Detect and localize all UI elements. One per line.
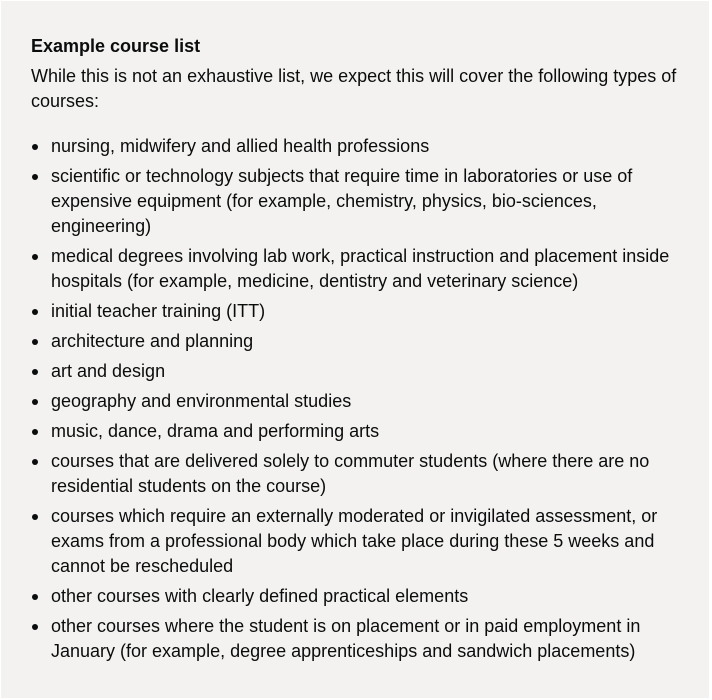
list-item	[31, 244, 681, 294]
bullet-icon	[32, 429, 38, 435]
bullet-icon	[32, 254, 38, 260]
list-item-text: courses that are delivered solely to commuter students (where there are no residential students on the course)	[51, 451, 650, 496]
panel-content	[31, 34, 681, 669]
inset-panel	[1, 1, 709, 698]
course-list	[31, 134, 681, 664]
bullet-icon	[32, 624, 38, 630]
bullet-icon	[32, 339, 38, 345]
list-item-text: scientific or technology subjects that require time in laboratories or use of expensive equipment (for example, chemistry, physics, bio-sciences, engineering)	[51, 166, 633, 236]
bullet-icon	[32, 514, 38, 520]
list-item	[31, 329, 681, 354]
list-item	[31, 359, 681, 384]
list-item	[31, 299, 681, 324]
list-item	[31, 584, 681, 609]
bullet-icon	[32, 459, 38, 465]
bullet-icon	[32, 174, 38, 180]
list-item	[31, 504, 681, 579]
list-item-text: initial teacher training (ITT)	[51, 301, 266, 321]
list-item-text: other courses where the student is on placement or in paid employment in January (for example, degree apprenticeships and sandwich placements)	[51, 616, 641, 661]
list-item	[31, 134, 681, 159]
list-item-text: medical degrees involving lab work, practical instruction and placement inside hospitals (for example, medicine, dentistry and veterinary science)	[51, 246, 670, 291]
section-heading: Example course list	[31, 36, 201, 56]
bullet-icon	[32, 594, 38, 600]
list-item-text: geography and environmental studies	[51, 391, 352, 411]
intro-text: While this is not an exhaustive list, we expect this will cover the following types of courses:	[31, 66, 677, 111]
list-item	[31, 449, 681, 499]
list-item-text: nursing, midwifery and allied health professions	[51, 136, 430, 156]
bullet-icon	[32, 309, 38, 315]
bullet-icon	[32, 144, 38, 150]
list-item-text: other courses with clearly defined practical elements	[51, 586, 469, 606]
list-item	[31, 614, 681, 664]
list-item-text: music, dance, drama and performing arts	[51, 421, 380, 441]
list-item-text: art and design	[51, 361, 166, 381]
bullet-icon	[32, 399, 38, 405]
list-item	[31, 419, 681, 444]
list-item-text: architecture and planning	[51, 331, 254, 351]
list-item	[31, 389, 681, 414]
bullet-icon	[32, 369, 38, 375]
list-item	[31, 164, 681, 239]
list-item-text: courses which require an externally moderated or invigilated assessment, or exams from a professional body which take place during these 5 weeks and cannot be rescheduled	[51, 506, 658, 576]
